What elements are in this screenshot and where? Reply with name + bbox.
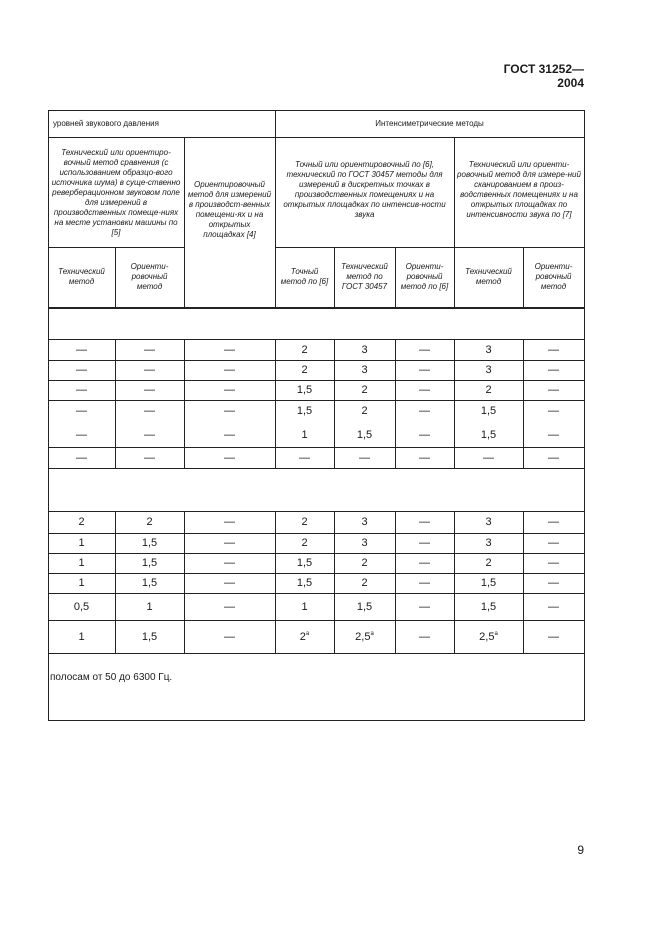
table-cell: —: [548, 537, 559, 549]
table-cell: —: [419, 405, 430, 417]
table-cell: [115, 620, 184, 653]
cell-value: 2,5: [479, 630, 495, 643]
table-cell: —: [548, 343, 559, 356]
table-cell: 2: [146, 516, 153, 528]
table-cell: 1,5: [141, 557, 158, 569]
table-cell: —: [224, 557, 235, 569]
table-cell: 3: [485, 516, 492, 528]
table-cell: 0,5: [73, 600, 90, 613]
sub-technical-2: Технический метод: [465, 267, 512, 286]
table-cell: 1,5: [296, 557, 313, 569]
table-cell: 1,5: [296, 405, 313, 417]
table-cell: 2: [78, 516, 85, 528]
table-cell: 1,5: [480, 428, 497, 441]
table-cell: 2,5 $^а$: [479, 630, 498, 643]
footnote: полосам от 50 до 6300 Гц.: [50, 672, 173, 683]
data-table: [48, 110, 584, 721]
cell-value: 2: [299, 630, 306, 643]
table-cell: —: [224, 537, 235, 549]
table-cell: —: [548, 516, 559, 528]
table-cell: 2: [301, 537, 308, 549]
table-cell: 3: [485, 364, 492, 376]
sub-orient-6: Ориенти-ровочный метод по [6]: [400, 262, 449, 291]
table-cell: —: [359, 451, 370, 464]
table-cell: 2: [301, 364, 308, 376]
table-cell: —: [144, 364, 155, 376]
table-cell: 1,5: [480, 600, 497, 613]
table-cell: 3: [361, 364, 368, 376]
table-cell: 1,5: [296, 577, 313, 589]
cell-value: —: [419, 630, 430, 643]
cell-value: —: [548, 630, 559, 643]
table-cell: —: [224, 516, 235, 528]
table-cell: 1,5: [356, 428, 373, 441]
sub-orient-2: Ориенти-ровочный метод: [534, 262, 573, 291]
table-cell: 2 $^а$: [299, 630, 310, 643]
table-cell: —: [76, 364, 87, 376]
table-cell: 2: [485, 384, 492, 396]
table-cell: —: [76, 343, 87, 356]
table-cell: —: [419, 451, 430, 464]
table-cell: —: [548, 600, 559, 613]
table-cell: —: [548, 405, 559, 417]
table-cell: 1: [78, 577, 85, 589]
table-cell: —: [419, 343, 430, 356]
table-cell: —: [548, 364, 559, 376]
table-cell: —: [299, 451, 310, 464]
table-cell: —: [224, 384, 235, 396]
table-cell: —: [483, 451, 494, 464]
table-cell: 2: [361, 557, 368, 569]
cell-value: 1: [78, 630, 85, 643]
table-cell: —: [144, 405, 155, 417]
table-cell: —: [419, 577, 430, 589]
table-cell: 1: [78, 557, 85, 569]
table-cell: 3: [485, 343, 492, 356]
table-cell: [184, 620, 275, 653]
table-cell: 2: [361, 384, 368, 396]
table-cell: —: [224, 364, 235, 376]
table-cell: 2: [361, 577, 368, 589]
table-cell: 1: [146, 600, 153, 613]
table-cell: [395, 620, 454, 653]
table-cell: 1: [301, 600, 308, 613]
table-cell: —: [419, 364, 430, 376]
table-cell: 2: [485, 557, 492, 569]
table-cell: —: [419, 516, 430, 528]
table-cell: 2,5 $^а$: [355, 630, 374, 643]
table-cell: [48, 620, 115, 653]
table-cell: 1: [301, 428, 308, 441]
table-cell: —: [224, 451, 235, 464]
table-cell: —: [548, 428, 559, 441]
table-cell: [523, 620, 584, 653]
table-cell: —: [548, 557, 559, 569]
table-cell: 1,5: [141, 537, 158, 549]
table-cell: 3: [485, 537, 492, 549]
table-cell: —: [76, 405, 87, 417]
table-cell: 1,5: [141, 577, 158, 589]
table-cell: 1,5: [296, 384, 313, 396]
cell-value: —: [224, 630, 235, 643]
table-cell: —: [224, 577, 235, 589]
table-cell: —: [144, 343, 155, 356]
table-cell: —: [419, 428, 430, 441]
table-cell: —: [548, 577, 559, 589]
header-discrete-points: Точный или ориентировочный по [6], технический по ГОСТ 30457 методы для измерений в дискретных точках в производственных помещениях и на открытых площадках по интенсив-ности звука: [283, 160, 446, 219]
table-cell: —: [548, 384, 559, 396]
table-cell: —: [419, 557, 430, 569]
table-cell: —: [76, 451, 87, 464]
header-orient-method-4: Ориентировочный метод для измерений в производст-венных помещени-ях и на открытых площадках [4]: [187, 180, 272, 239]
table-cell: —: [224, 428, 235, 441]
table-cell: 2: [301, 343, 308, 356]
table-cell: 3: [361, 516, 368, 528]
group-left-label: уровней звукового давления: [53, 118, 159, 128]
table-cell: —: [419, 384, 430, 396]
table-cell: —: [419, 600, 430, 613]
table-cell: —: [144, 451, 155, 464]
table-cell: —: [144, 384, 155, 396]
standard-number: ГОСТ 31252—2004: [503, 62, 584, 90]
table-cell: 1,5: [480, 577, 497, 589]
table-cell: 3: [361, 537, 368, 549]
table-cell: 1,5: [356, 600, 373, 613]
table-cell: 1,5: [480, 405, 497, 417]
table-cell: 2: [301, 516, 308, 528]
table-cell: —: [76, 428, 87, 441]
cell-value: 1,5: [141, 630, 158, 643]
cell-value: 2,5: [355, 630, 371, 643]
table-cell: —: [224, 600, 235, 613]
table-cell: —: [419, 537, 430, 549]
group-right-label: Интенсиметрические методы: [375, 118, 484, 128]
sub-exact-6: Точный метод по [6]: [280, 267, 329, 286]
table-cell: 3: [361, 343, 368, 356]
sub-orient: Ориенти-ровочный метод: [130, 262, 169, 291]
header-comparison-method: Технический или ориентиро-вочный метод сравнения (с использованием образцо-вого источника шума) в суще-ственно реверберационном звуковом поле для измерений в производственных помеще-ниях на месте установки машины по [5]: [51, 147, 181, 237]
table-cell: —: [224, 405, 235, 417]
table-cell: —: [548, 451, 559, 464]
table-cell: 2: [361, 405, 368, 417]
sub-technical: Технический метод: [58, 267, 105, 286]
table-cell: —: [224, 343, 235, 356]
header-scanning-method: Технический или ориенти-ровочный метод для измере-ний сканированием в произ-водственных помещениях и на открытых площадках по интенсивности звука по [7]: [457, 160, 581, 219]
table-cell: 1: [78, 537, 85, 549]
table-cell: —: [144, 428, 155, 441]
page-number: 9: [577, 843, 584, 857]
sub-technical-gost: Технический метод по ГОСТ 30457: [341, 262, 388, 291]
table-cell: —: [76, 384, 87, 396]
